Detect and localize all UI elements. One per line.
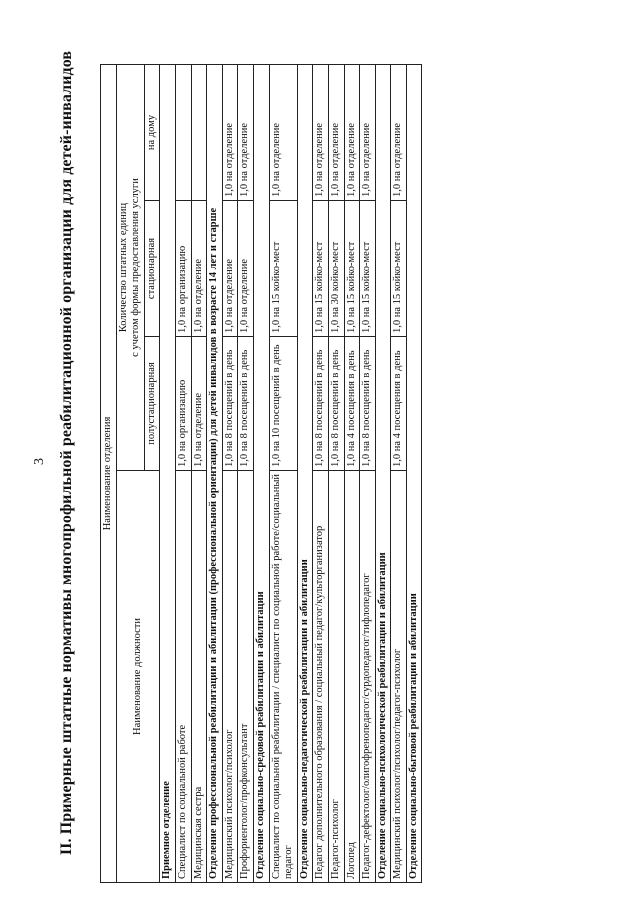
- position-cell: Специалист по социальной реабилитации / специалист по социальной работе/социальный педагог: [269, 471, 297, 883]
- section-title: Отделение социально-педагогической реабилитации и абилитации: [297, 64, 313, 882]
- section-row: [406, 64, 422, 882]
- section-row: [297, 64, 313, 882]
- table-row: [360, 64, 376, 882]
- home-cell: 1,0 на отделение: [269, 64, 297, 200]
- stat-cell: 1,0 на 15 койко-мест: [269, 201, 297, 337]
- table-row: [269, 64, 297, 882]
- section-title: Отделение социально-средовой реабилитации и абилитации: [253, 64, 269, 882]
- position-cell: Педагог-психолог: [328, 471, 344, 883]
- stat-cell: 1,0 на отделение: [191, 201, 207, 337]
- home-cell: [191, 64, 207, 200]
- table-row: [238, 64, 254, 882]
- home-cell: 1,0 на отделение: [360, 64, 376, 200]
- section-title: Приемное отделение: [160, 64, 176, 882]
- semi-cell: 1,0 на 8 посещений в день: [328, 337, 344, 471]
- home-cell: 1,0 на отделение: [344, 64, 360, 200]
- semi-cell: 1,0 на 8 посещений в день: [313, 337, 329, 471]
- header-stat: стационарная: [144, 201, 160, 337]
- header-home: на дому: [144, 64, 160, 200]
- page-title: II. Примерные штатные нормативы многопрофильной реабилитационной организации для детей-инвалидов: [58, 50, 75, 856]
- position-cell: Педагог-дефектолог/олигофренопедагог/сурдопедагог/тифлопедагог: [360, 471, 376, 883]
- position-cell: Педагог дополнительного образования / социальный педагог/культорганизатор: [313, 471, 329, 883]
- header-count-sub: с учетом формы предоставления услуги: [130, 178, 142, 357]
- table-row: [328, 64, 344, 882]
- home-cell: 1,0 на отделение: [313, 64, 329, 200]
- section-row: [375, 64, 391, 882]
- position-cell: Медицинский психолог/психолог/педагог-психолог: [391, 471, 407, 883]
- header-position: Наименование должности: [116, 471, 160, 883]
- header-unit: Наименование отделения: [101, 64, 117, 882]
- stat-cell: 1,0 на организацию: [175, 201, 191, 337]
- semi-cell: 1,0 на 4 посещения в день: [344, 337, 360, 471]
- semi-cell: 1,0 на 4 посещения в день: [391, 337, 407, 471]
- semi-cell: 1,0 на 8 посещений в день: [222, 337, 238, 471]
- home-cell: 1,0 на отделение: [238, 64, 254, 200]
- stat-cell: 1,0 на 15 койко-мест: [391, 201, 407, 337]
- stat-cell: 1,0 на отделение: [238, 201, 254, 337]
- table-row: [222, 64, 238, 882]
- stat-cell: 1,0 на 15 койко-мест: [360, 201, 376, 337]
- section-row: [160, 64, 176, 882]
- semi-cell: 1,0 на отделение: [191, 337, 207, 471]
- page-number: 3: [32, 458, 47, 465]
- stat-cell: 1,0 на 15 койко-мест: [313, 201, 329, 337]
- stat-cell: 1,0 на отделение: [222, 201, 238, 337]
- table-row: [175, 64, 191, 882]
- home-cell: 1,0 на отделение: [222, 64, 238, 200]
- section-row: [207, 64, 223, 882]
- table-row: [391, 64, 407, 882]
- stat-cell: 1,0 на 30 койко-мест: [328, 201, 344, 337]
- position-cell: Медицинский психолог/психолог: [222, 471, 238, 883]
- position-cell: Медицинская сестра: [191, 471, 207, 883]
- section-title: Отделение социально-бытовой реабилитации и абилитации: [406, 64, 422, 882]
- table-row: [191, 64, 207, 882]
- semi-cell: 1,0 на организацию: [175, 337, 191, 471]
- section-row: [253, 64, 269, 882]
- position-cell: Профориентолог/профконсультант: [238, 471, 254, 883]
- table-row: [313, 64, 329, 882]
- semi-cell: 1,0 на 10 посещений в день: [269, 337, 297, 471]
- semi-cell: 1,0 на 8 посещений в день: [238, 337, 254, 471]
- staffing-table: [100, 64, 422, 883]
- header-count: [116, 64, 144, 470]
- section-title: Отделение профессиональной реабилитации и абилитации (профессиональной ориентации) для детей инвалидов в возрасте 14 лет и старше: [207, 64, 223, 882]
- section-title: Отделение социально-психологической реабилитации и абилитации: [375, 64, 391, 882]
- position-cell: Логопед: [344, 471, 360, 883]
- semi-cell: 1,0 на 8 посещений в день: [360, 337, 376, 471]
- header-semi: полустационарная: [144, 337, 160, 471]
- home-cell: 1,0 на отделение: [391, 64, 407, 200]
- stat-cell: 1,0 на 15 койко-мест: [344, 201, 360, 337]
- home-cell: 1,0 на отделение: [328, 64, 344, 200]
- position-cell: Специалист по социальной работе: [175, 471, 191, 883]
- header-count-label: Количество штатных единиц: [117, 202, 129, 333]
- home-cell: [175, 64, 191, 200]
- table-row: [344, 64, 360, 882]
